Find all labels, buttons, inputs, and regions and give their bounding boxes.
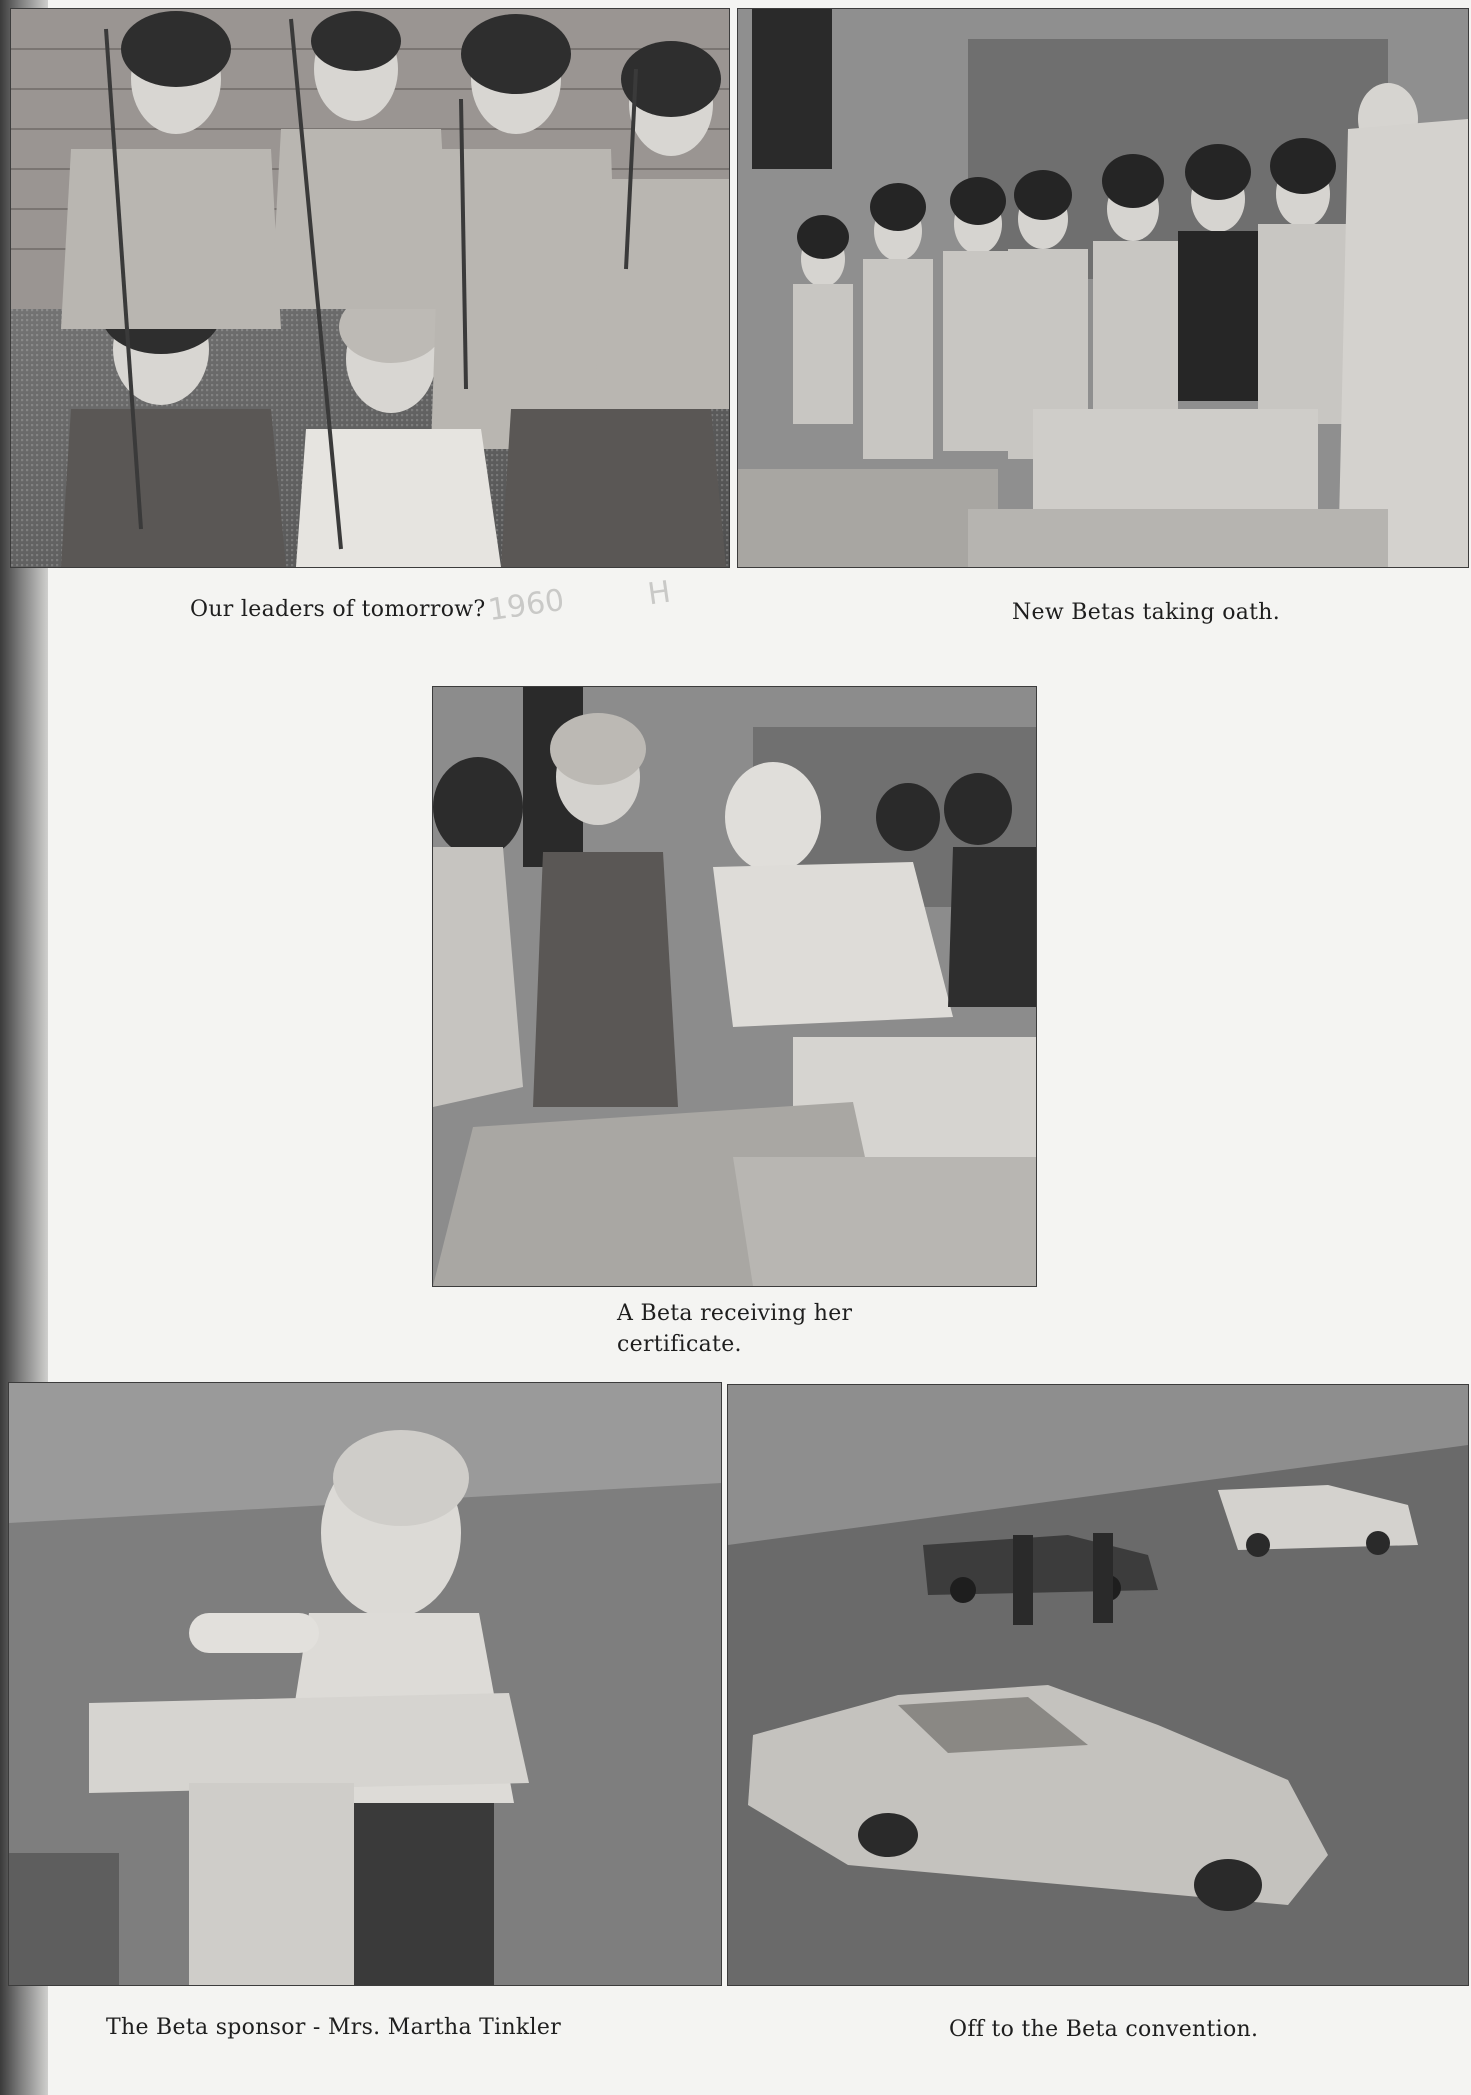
caption-certificate-line2: certificate. — [617, 1332, 742, 1357]
photo-convention-illustration — [728, 1385, 1468, 1985]
photo-new-betas-oath — [737, 8, 1469, 568]
caption-convention: Off to the Beta convention. — [949, 2017, 1259, 2042]
caption-sponsor: The Beta sponsor - Mrs. Martha Tinkler — [106, 2015, 562, 2040]
photo-sponsor-illustration — [9, 1383, 721, 1985]
photo-beta-convention — [727, 1384, 1469, 1986]
photo-leaders-of-tomorrow — [10, 8, 730, 568]
photo-leaders-illustration — [11, 9, 729, 567]
margin-note-year: 1960 — [485, 582, 567, 629]
caption-leaders: Our leaders of tomorrow? — [190, 597, 486, 622]
photo-oath-illustration — [738, 9, 1468, 567]
caption-certificate-line1: A Beta receiving her — [617, 1301, 853, 1326]
margin-note-initial: H — [645, 574, 673, 613]
caption-oath: New Betas taking oath. — [1012, 600, 1281, 625]
photo-beta-certificate — [432, 686, 1037, 1287]
caption-certificate — [617, 1298, 852, 1360]
photo-beta-sponsor — [8, 1382, 722, 1986]
photo-certificate-illustration — [433, 687, 1036, 1286]
